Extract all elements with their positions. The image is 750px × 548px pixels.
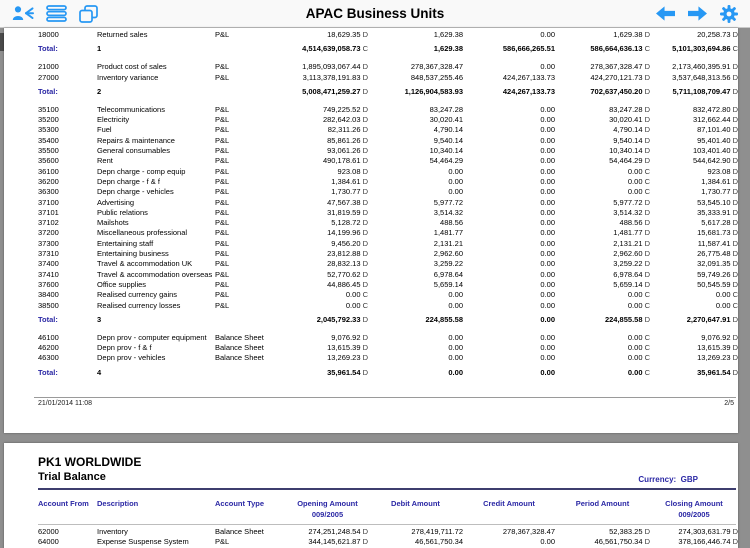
report-list-icon[interactable] xyxy=(46,5,67,22)
table-row: 37310 Entertaining business P&L 23,812.88 D 2,962.60 0.00 2,962.60 D 26,775.48 D xyxy=(38,249,738,259)
table-row: 37300 Entertaining staff P&L 9,456.20 D 2,131.21 0.00 2,131.21 D 11,587.41 D xyxy=(38,238,738,248)
next-page-table xyxy=(4,527,738,548)
toolbar-left-icons xyxy=(12,5,98,23)
period-subheader: 009/2005 xyxy=(311,510,344,520)
table-row: 46300 Depn prov - vehicles Balance Sheet 13,269.23 D 0.00 0.00 0.00 C 13,269.23 D xyxy=(38,353,738,363)
pages-copy-icon[interactable] xyxy=(79,5,98,23)
total-row: Total: 2 5,008,471,259.27 D 1,126,904,583.93 424,267,133.73 702,637,450.20 D 5,711,108,709.47 D xyxy=(38,86,738,96)
column-header: Credit Amount xyxy=(483,499,535,508)
total-row: Total: 4 35,961.54 D 0.00 0.00 0.00 C 35,961.54 D xyxy=(38,367,738,377)
currency-indicator: Currency: GBP xyxy=(638,475,698,484)
column-header: Account From xyxy=(38,499,89,508)
table-row: 35600 Rent P&L 490,178.61 D 54,464.29 0.00 54,464.29 D 544,642.90 D xyxy=(38,156,738,166)
table-row: 35100 Telecommunications P&L 749,225.52 D 83,247.28 0.00 83,247.28 D 832,472.80 D xyxy=(38,104,738,114)
column-header: Period Amount xyxy=(575,499,630,508)
column-header: Opening Amount xyxy=(297,499,358,508)
table-row: 37410 Travel & accommodation overseas P&L 52,770.62 D 6,978.64 0.00 6,978.64 D 59,749.26 D xyxy=(38,269,738,279)
footer-datetime: 21/01/2014 11:08 xyxy=(38,400,92,407)
table-row: 35300 Fuel P&L 82,311.26 D 4,790.14 0.00 4,790.14 D 87,101.40 D xyxy=(38,125,738,135)
table-row: 46100 Depn prov - computer equipment Balance Sheet 9,076.92 D 0.00 0.00 0.00 C 9,076.92 D xyxy=(38,332,738,342)
account-group xyxy=(4,30,738,54)
header-underline xyxy=(38,524,736,525)
table-row: 35400 Repairs & maintenance P&L 85,861.26 D 9,540.14 0.00 9,540.14 D 95,401.40 D xyxy=(38,135,738,145)
footer-page-indicator: 2/5 xyxy=(724,400,734,407)
page-gap xyxy=(0,433,750,443)
report-name: Trial Balance xyxy=(38,471,106,483)
table-row: 37100 Advertising P&L 47,567.38 D 5,977.72 0.00 5,977.72 D 53,545.10 D xyxy=(38,197,738,207)
total-row: Total: 1 4,514,639,058.73 C 1,629.38 586,666,265.51 586,664,636.13 C 5,101,303,694.86 C xyxy=(38,44,738,54)
column-header: Debit Amount xyxy=(391,499,440,508)
account-group xyxy=(4,62,738,97)
table-row: 18000 Returned sales P&L 18,629.35 D 1,629.38 0.00 1,629.38 D 20,258.73 D xyxy=(38,30,738,39)
back-arrow-icon[interactable] xyxy=(656,6,675,21)
table-row: 21000 Product cost of sales P&L 1,895,093,067.44 D 278,367,328.47 0.00 278,367,328.47 D 2,173,460,395.91 D xyxy=(38,62,738,72)
forward-arrow-icon[interactable] xyxy=(688,6,707,21)
table-row: 38500 Realised currency losses P&L 0.00 C 0.00 0.00 0.00 C 0.00 C xyxy=(38,300,738,310)
table-row: 35200 Electricity P&L 282,642.03 D 30,020.41 0.00 30,020.41 D 312,662.44 D xyxy=(38,115,738,125)
column-header: Description xyxy=(97,499,139,508)
table-row: 36100 Depn charge - comp equip P&L 923.08 D 0.00 0.00 0.00 C 923.08 D xyxy=(38,166,738,176)
settings-gear-icon[interactable] xyxy=(720,5,738,23)
column-headers-row xyxy=(4,499,738,509)
page-title: APAC Business Units xyxy=(305,6,445,21)
company-name: PK1 WORLDWIDE xyxy=(38,455,142,469)
period-subheader-row xyxy=(4,510,738,520)
trial-balance-table xyxy=(4,30,738,386)
footer-divider xyxy=(34,397,736,398)
page-footer xyxy=(4,397,738,433)
table-row: 27000 Inventory variance P&L 3,113,378,191.83 D 848,537,255.46 424,267,133.73 424,270,121.73 D 3,537,648,313.56 D xyxy=(38,72,738,82)
account-group xyxy=(4,333,738,378)
table-row: 37400 Travel & accommodation UK P&L 28,832.13 D 3,259.22 0.00 3,259.22 D 32,091.35 D xyxy=(38,259,738,269)
table-row: 62000 Inventory Balance Sheet 274,251,248.54 D 278,419,711.72 278,367,328.47 52,383.25 D 274,303,631.79 D xyxy=(38,526,738,536)
table-row: 46200 Depn prov - f & f Balance Sheet 13,615.39 D 0.00 0.00 0.00 C 13,615.39 D xyxy=(38,343,738,353)
toolbar-right-icons xyxy=(656,5,738,23)
table-row: 38400 Realised currency gains P&L 0.00 C 0.00 0.00 0.00 C 0.00 C xyxy=(38,290,738,300)
table-row: 37200 Miscellaneous professional P&L 14,199.96 D 1,481.77 0.00 1,481.77 D 15,681.73 D xyxy=(38,228,738,238)
report-page-next xyxy=(4,443,738,548)
user-distribute-icon[interactable] xyxy=(12,5,34,22)
report-page-current xyxy=(4,28,738,433)
table-row: 36200 Depn charge - f & f P&L 1,384.61 D 0.00 0.00 0.00 C 1,384.61 D xyxy=(38,176,738,186)
column-header: Account Type xyxy=(215,499,265,508)
column-header: Closing Amount xyxy=(665,499,723,508)
period-subheader: 009/2005 xyxy=(678,510,710,520)
table-row: 64000 Expense Suspense System P&L 344,145,621.87 D 46,561,750.34 0.00 46,561,750.34 D 378,166,446.74 D xyxy=(38,536,738,546)
table-row: 37101 Public relations P&L 31,819.59 D 3,514.32 0.00 3,514.32 D 35,333.91 D xyxy=(38,207,738,217)
table-row: 35500 General consumables P&L 93,061.26 D 10,340.14 0.00 10,340.14 D 103,401.40 D xyxy=(38,146,738,156)
table-row: 37102 Mailshots P&L 5,128.72 D 488.56 0.00 488.56 D 5,617.28 D xyxy=(38,218,738,228)
header-rule xyxy=(38,488,736,490)
top-toolbar xyxy=(0,0,750,28)
document-scroll-area[interactable] xyxy=(0,28,750,548)
table-row: 36300 Depn charge - vehicles P&L 1,730.77 D 0.00 0.00 0.00 C 1,730.77 D xyxy=(38,187,738,197)
total-row: Total: 3 2,045,792.33 D 224,855.58 0.00 224,855.58 D 2,270,647.91 D xyxy=(38,314,738,324)
table-row: 37600 Office supplies P&L 44,886.45 D 5,659.14 0.00 5,659.14 D 50,545.59 D xyxy=(38,279,738,289)
report-header-block xyxy=(38,455,141,484)
account-group xyxy=(4,105,738,325)
